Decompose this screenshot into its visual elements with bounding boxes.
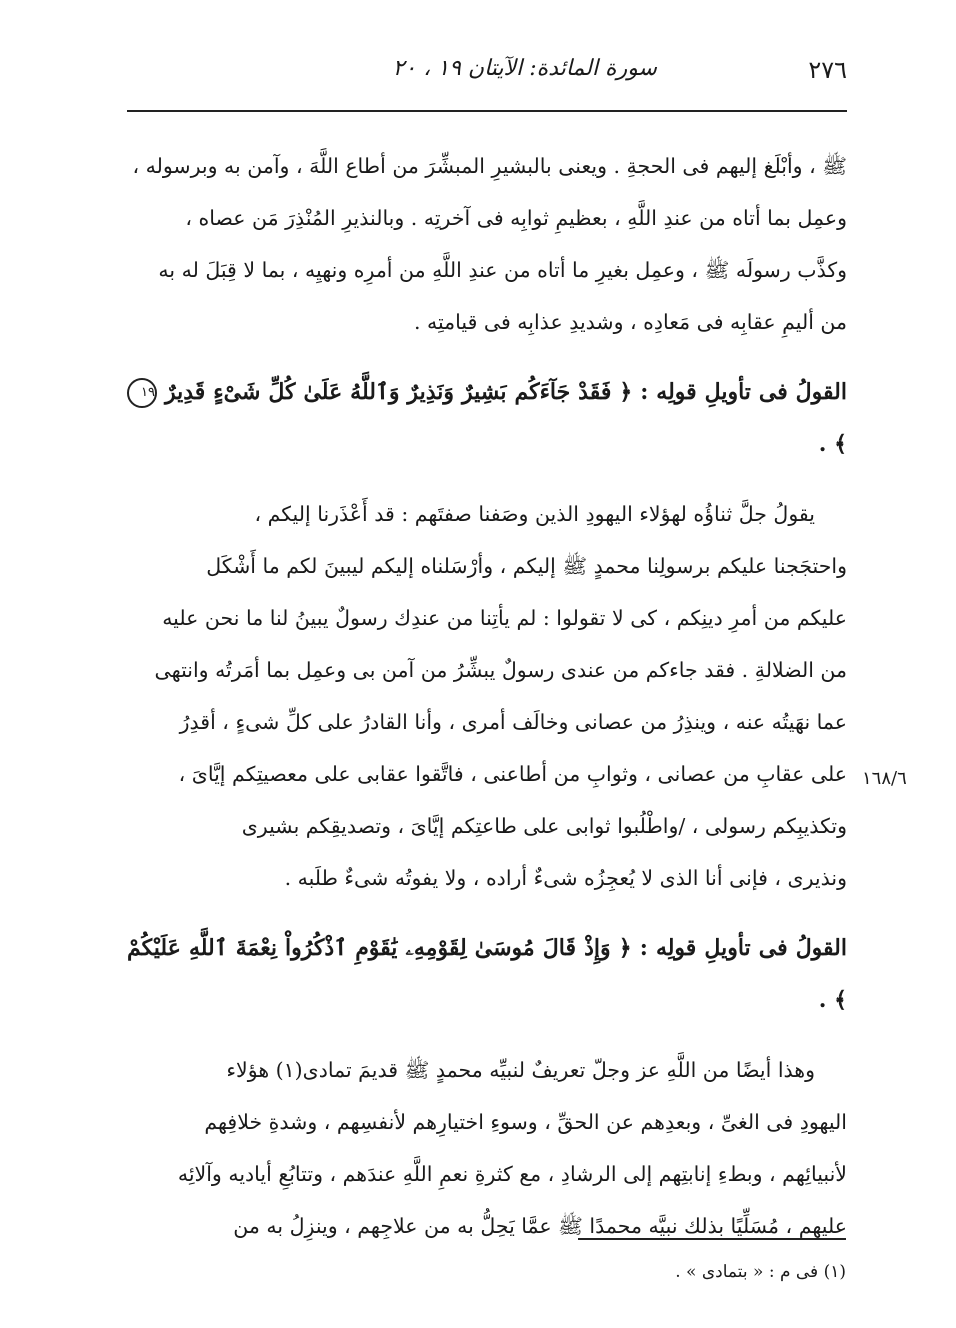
line: لأنبيائِهم ، وبطءِ إنابتِهم إلى الرشادِ ، مع كثرةِ نعمِ اللَّهِ عندَهم ، وتتابُعِ أياديه وآلائِه	[177, 1162, 847, 1186]
line: على عقابِ من عصانى ، وثوابِ من أطاعنى ، فاتَّقوا عقابى على معصيتِكم إيَّاىَ ،	[178, 762, 847, 786]
heading-verse-20	[127, 922, 847, 1026]
header-rule	[127, 110, 847, 112]
line: وكذَّب رسولَه ﷺ ، وعمِل بغيرِ ما أتاه من عندِ اللَّهِ من أمرِه ونهيِه ، بما لا قِبَلَ له به	[158, 258, 847, 282]
line: اليهودِ فى الغىِّ ، وبعدِهم عن الحقِّ ، وسوءِ اختيارِهم لأنفسِهم ، وشدةِ خلافِهم	[204, 1110, 847, 1134]
line: ونذيرى ، فإنى أنا الذى لا يُعجِزُه شىءٌ أراده ، ولا يفوتُه شىءٌ طلَبه .	[284, 866, 847, 890]
line: واحتجَجنا عليكم برسولِنا محمدٍ ﷺ إليكم ، وأرْسَلناه إليكم ليبينَ لكم ما أَشْكَل	[206, 554, 847, 578]
line: وعمِل بما أتاه من عندِ اللَّهِ ، بعظيمِ ثوابِه فى آخرتِه . وبالنذيرِ المُنْذِرَ مَن عصاه ،	[185, 206, 847, 230]
paragraph-2	[127, 488, 847, 904]
footnote: (١) فى م : « بتمادى » .	[675, 1262, 846, 1282]
line: عليهم ، مُسَلِّيًا بذلك نبيَّه محمدًا ﷺ عمَّا يَحِلُّ به من علاجِهم ، وينزِلُ به من	[233, 1214, 847, 1238]
margin-reference: ١٦٨/٦	[862, 768, 907, 789]
line: من الضلالةِ . فقد جاءكم من عندى رسولٌ يبشِّرُ من آمن بى وعمِل بما أمَرتُه وانتهى	[154, 658, 847, 682]
line: ﷺ ، وأبْلَغ إليهم فى الحجةِ . ويعنى بالبشيرِ المبشِّرَ من أطاع اللَّهَ ، وآمن به وبرسوله ،	[132, 154, 847, 178]
verse-close: ﴾ .	[818, 431, 847, 457]
line: وتكذيبِكم رسولى ، /واطْلُبوا ثوابى على طاعتِكم إيَّاىَ ، وتصديقِكم بشيرى	[241, 814, 847, 838]
ayah-number-marker: ١٩	[127, 378, 157, 408]
line: عليكم من أمرِ دينِكم ، كى لا تقولوا : لم يأتِنا من عندِك رسولٌ يبينُ لنا ما نحن عليه	[162, 606, 847, 630]
line: يقولُ جلَّ ثناؤُه لهؤلاء اليهودِ الذين وصَفنا صفتَهم : قد أَعْذَرنا إليكم ،	[254, 502, 815, 526]
footnote-rule	[578, 1238, 846, 1240]
body-text	[127, 140, 847, 1252]
paragraph-1	[127, 140, 847, 348]
page-number: ٢٧٦	[808, 56, 847, 84]
heading-lead: القولُ فى تأويلِ قولِه :	[640, 379, 847, 405]
line: وهذا أيضًا من اللَّهِ عز وجلّ تعريفٌ لنبيِّه محمدٍ ﷺ قديمَ تمادى(١) هؤلاء	[226, 1058, 815, 1082]
heading-lead: القولُ فى تأويلِ قولِه :	[639, 935, 847, 961]
line: عما نهَيتُه عنه ، وينذِرُ من عصانى وخالَف أمرى ، وأنا القادرُ على كلِّ شىءٍ ، أقدِرُ	[179, 710, 847, 734]
line: من أليمِ عقابِه فى مَعادِه ، وشديدِ عذابِه فى قيامتِه .	[413, 310, 847, 334]
heading-verse-19	[127, 366, 847, 470]
quran-verse: ﴿ وَإِذْ قَالَ مُوسَىٰ لِقَوْمِهِۦ يَٰقَوْمِ ٱذْكُرُواْ نِعْمَةَ ٱللَّهِ عَلَيْكُمْ ﴾ .	[127, 935, 847, 1013]
quran-verse: ﴿ فَقَدْ جَآءَكُم بَشِيرٌ وَنَذِيرٌ وَٱللَّهُ عَلَىٰ كُلِّ شَىْءٍ قَدِيرٌ	[164, 379, 633, 405]
page-header	[127, 52, 847, 92]
running-title: سورة المائدة: الآيتان ١٩ ، ٢٠	[392, 56, 657, 81]
paragraph-3	[127, 1044, 847, 1252]
